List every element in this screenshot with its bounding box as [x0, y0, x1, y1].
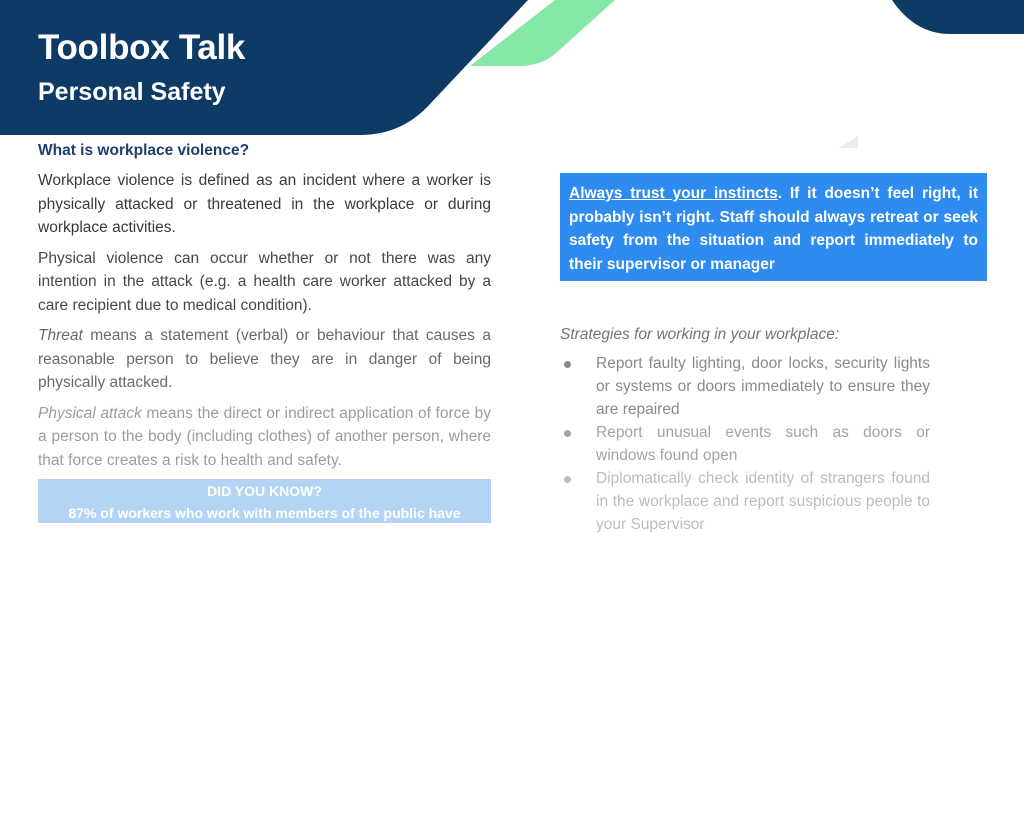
page-subtitle: Personal Safety	[38, 78, 226, 106]
physical-attack-definition: means the direct or indirect application of force by a person to the body (including clothes) of another person, where that force creates a risk to health and safety.	[38, 404, 491, 469]
threat-term: Threat	[38, 327, 83, 344]
alert-underlined-text: Always trust your instincts	[569, 185, 778, 202]
strategies-heading: Strategies for working in your workplace:	[560, 326, 840, 343]
list-item	[560, 467, 930, 536]
header-corner-shape	[892, 0, 1024, 34]
bullet-icon	[564, 361, 571, 368]
threat-definition: means a statement (verbal) or behaviour that causes a reasonable person to believe they are in danger of being physically attacked.	[38, 327, 491, 391]
list-item	[560, 421, 930, 467]
alert-text: . If it doesn’t feel right, it probably isn’t right. Staff should always retreat or seek safety from the situation and report immediately to their supervisor or manager	[569, 185, 978, 273]
bullet-icon	[564, 476, 571, 483]
list-item	[560, 352, 930, 421]
physical-violence-paragraph: Physical violence can occur whether or not there was any intention in the attack (e.g. a health care worker attacked by a care recipient due to medical condition).	[38, 249, 491, 314]
page-title: Toolbox Talk	[38, 28, 246, 67]
definition-paragraph: Workplace violence is defined as an incident where a worker is physically attacked or threatened in the workplace or during workplace activities.	[38, 172, 491, 236]
physical-attack-paragraph	[38, 402, 491, 473]
list-item-text: Diplomatically check identity of strangers found in the workplace and report suspicious people to your Supervisor	[596, 470, 930, 533]
instincts-alert-box	[560, 173, 987, 281]
callout-text: 87% of workers who work with members of the public have	[68, 505, 461, 521]
physical-attack-term: Physical attack	[38, 404, 142, 422]
list-item-text: Report unusual events such as doors or windows found open	[596, 424, 930, 464]
section-heading: What is workplace violence?	[38, 142, 250, 159]
threat-paragraph	[38, 324, 491, 395]
list-item-text: Report faulty lighting, door locks, security lights or systems or doors immediately to ensure they are repaired	[596, 355, 930, 418]
bullet-icon	[564, 430, 571, 437]
left-column	[38, 142, 491, 523]
header-banner	[0, 0, 1024, 150]
strategies-list	[560, 352, 930, 536]
strategies-section	[560, 326, 930, 536]
did-you-know-callout	[38, 479, 491, 523]
callout-title: DID YOU KNOW?	[207, 483, 322, 499]
